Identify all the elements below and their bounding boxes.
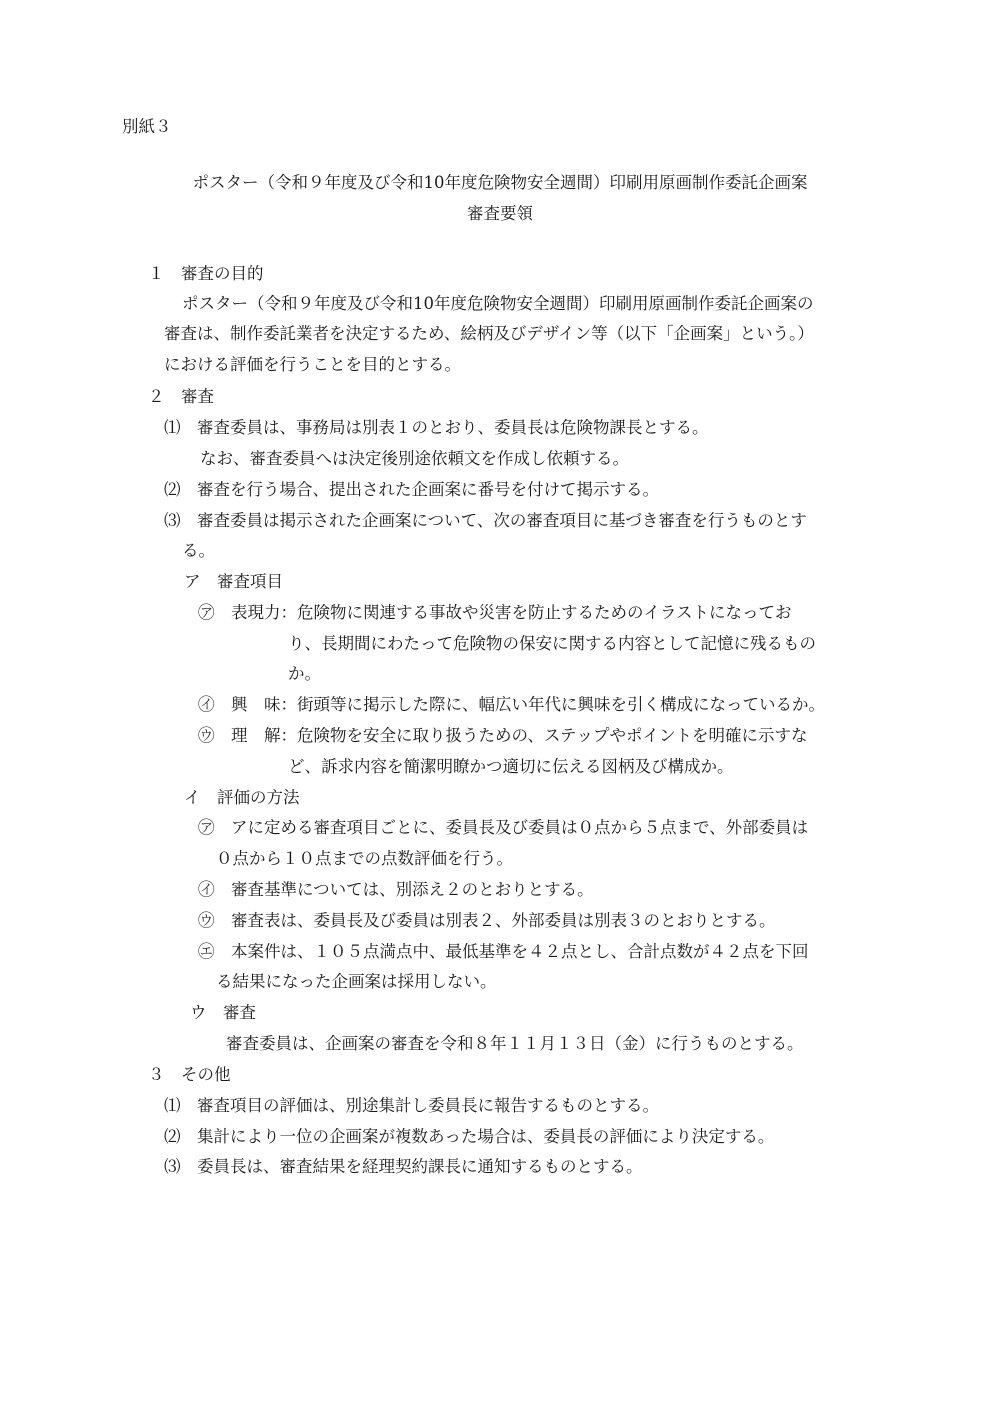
section2-item1: ⑴ 審査委員は、事務局は別表１のとおり、委員長は危険物課長とする。	[164, 418, 709, 437]
sub-i-item: ㋐ アに定める審査項目ごとに、委員長及び委員は０点から５点まで、外部委員は	[198, 818, 809, 837]
sub-a-item-cont: か。	[288, 664, 321, 683]
section1-body-line: における評価を行うことを目的とする。	[164, 355, 461, 374]
section3-item: ⑶ 委員長は、審査結果を経理契約課長に通知するものとする。	[164, 1157, 643, 1176]
sub-a-item-cont: ど、訴求内容を簡潔明瞭かつ適切に伝える図柄及び構成か。	[288, 757, 734, 776]
attachment-label: 別紙３	[122, 117, 172, 136]
section2-item3: ⑶ 審査委員は掲示された企画案について、次の審査項目に基づき審査を行うものとす	[164, 511, 807, 530]
section2-heading: ２ 審査	[148, 387, 214, 406]
section2-item2: ⑵ 審査を行う場合、提出された企画案に番号を付けて掲示する。	[164, 480, 659, 499]
sub-i-item-cont: ０点から１０点までの点数評価を行う。	[216, 849, 513, 868]
sub-u-heading: ウ 審査	[190, 1003, 256, 1022]
section3-heading: ３ その他	[148, 1065, 231, 1084]
section3-item: ⑵ 集計により一位の企画案が複数あった場合は、委員長の評価により決定する。	[164, 1127, 775, 1146]
section2-item1-note: なお、審査委員へは決定後別途依頼文を作成し依頼する。	[200, 449, 629, 468]
sub-i-item-cont: る結果になった企画案は採用しない。	[216, 972, 497, 991]
sub-a-item: ㋑ 興 味：街頭等に掲示した際に、幅広い年代に興味を引く構成になっているか。	[198, 695, 825, 714]
sub-a-heading: ア 審査項目	[184, 572, 283, 591]
section2-item3-cont: る。	[182, 541, 215, 560]
sub-u-body: 審査委員は、企画案の審査を令和８年１１月１３日（金）に行うものとする。	[226, 1034, 804, 1053]
sub-a-item-cont: り、長期間にわたって危険物の保安に関する内容として記憶に残るもの	[288, 634, 816, 653]
sub-i-item: ㋑ 審査基準については、別添え２のとおりとする。	[198, 880, 594, 899]
sub-a-item: ㋐ 表現力：危険物に関連する事故や災害を防止するためのイラストになってお	[198, 603, 792, 622]
sub-i-heading: イ 評価の方法	[184, 788, 300, 807]
section1-body-line: ポスター（令和９年度及び令和10年度危険物安全週間）印刷用原画制作委託企画案の	[182, 294, 814, 313]
sub-a-item: ㋒ 理 解：危険物を安全に取り扱うための、ステップやポイントを明確に示すな	[198, 726, 808, 745]
section3-item: ⑴ 審査項目の評価は、別途集計し委員長に報告するものとする。	[164, 1096, 659, 1115]
section1-body-line: 審査は、制作委託業者を決定するため、絵柄及びデザイン等（以下「企画案」という。）	[164, 324, 814, 343]
section1-heading: １ 審査の目的	[148, 264, 264, 283]
sub-i-item: ㋒ 審査表は、委員長及び委員は別表２、外部委員は別表３のとおりとする。	[198, 911, 776, 930]
document-subtitle: 審査要領	[467, 204, 533, 223]
sub-i-item: ㋓ 本案件は、１０５点満点中、最低基準を４２点とし、合計点数が４２点を下回	[198, 942, 809, 961]
document-title: ポスター（令和９年度及び令和10年度危険物安全週間）印刷用原画制作委託企画案	[192, 173, 808, 192]
